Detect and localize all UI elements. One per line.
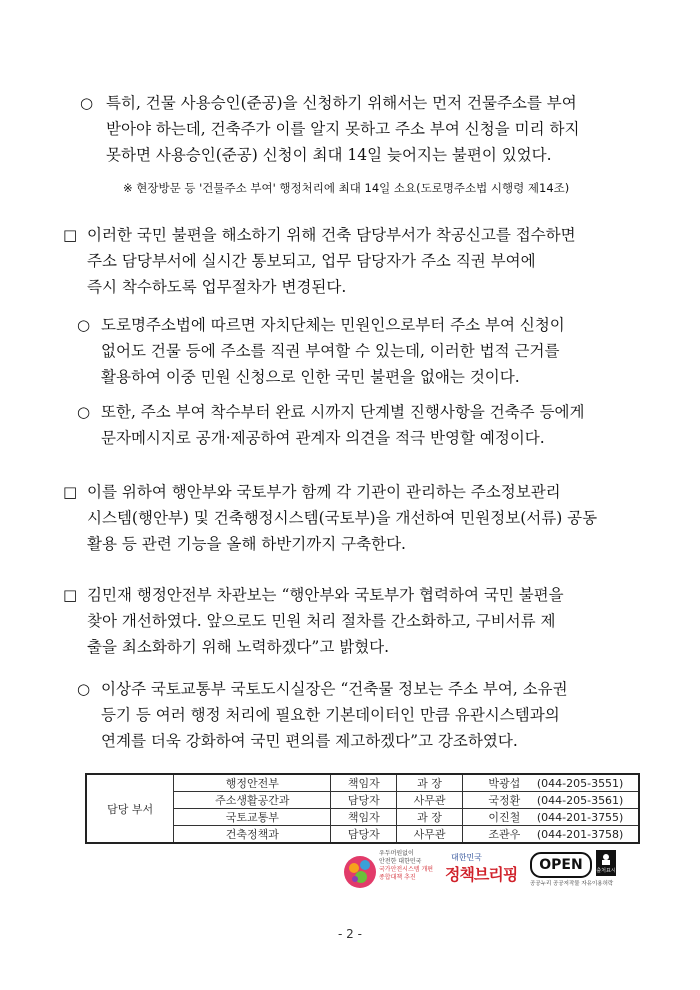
role-cell: 담당자 [331, 826, 397, 844]
text-line: 또한, 주소 부여 착수부터 완료 시까지 단계별 진행사항을 건축주 등에게 [101, 403, 585, 421]
text-line: 이를 위하여 행안부와 국토부가 함께 각 기관이 관리하는 주소정보관리 [87, 483, 561, 501]
name-cell: 박광섭 [462, 774, 522, 792]
text-line: 등기 등 여러 행정 처리에 필요한 기본데이터인 만큼 유관시스템과의 [101, 706, 560, 724]
text-line: 출을 최소화하기 위해 노력하겠다”고 밝혔다. [87, 638, 390, 656]
square-bullet: □ [63, 586, 78, 604]
badge-label: 출처표시 [596, 868, 616, 874]
text-line: 이러한 국민 불편을 해소하기 위해 건축 담당부서가 착공신고를 접수하면 [87, 226, 576, 244]
slogan-line: 종합대책 추진 [379, 874, 416, 881]
paragraph-4 [77, 402, 642, 448]
square-bullet: □ [63, 483, 78, 501]
attribution-badge-icon [596, 850, 616, 876]
safety-slogan-logo [343, 850, 433, 890]
slogan-line: 안전한 대한민국 [379, 858, 422, 865]
page-number: - 2 - [338, 927, 362, 941]
text-line: 주소 담당부서에 실시간 통보되고, 업무 담당자가 주소 직권 부여에 [87, 252, 536, 270]
dept-cell: 건축정책과 [174, 826, 331, 844]
text-line: 연계를 더욱 강화하여 국민 편의를 제고하겠다”고 강조하였다. [101, 732, 518, 750]
text-line: 활용하여 이중 민원 신청으로 인한 국민 불편을 없애는 것이다. [101, 368, 520, 386]
phone-cell: (044-205-3551) [522, 774, 639, 792]
name-cell: 이진철 [462, 809, 522, 826]
korea-label: 대한민국 [451, 853, 482, 862]
dept-cell: 행정안전부 [174, 774, 331, 792]
footnote: ※ 현장방문 등 '건물주소 부여' 행정처리에 최대 14일 소요(도로명주소법 시행령 제14조) [123, 181, 570, 195]
title-cell: 사무관 [397, 826, 463, 844]
policy-briefing-text: 정책브리핑 [445, 865, 518, 884]
text-line: 활용 등 관련 기능을 올해 하반기까지 구축한다. [87, 535, 406, 553]
title-cell: 과 장 [397, 809, 463, 826]
title-cell: 사무관 [397, 792, 463, 809]
square-bullet: □ [63, 226, 78, 244]
text-line: 김민재 행정안전부 차관보는 “행안부와 국토부가 협력하여 국민 불편을 [87, 586, 564, 604]
text-line: 못하면 사용승인(준공) 신청이 최대 14일 늦어지는 불편이 있었다. [106, 146, 552, 164]
text-line: 찾아 개선하였다. 앞으로도 민원 처리 절차를 간소화하고, 구비서류 제 [87, 612, 556, 630]
name-cell: 조관우 [462, 826, 522, 844]
circle-bullet: ○ [77, 316, 91, 334]
paragraph-3 [77, 315, 642, 387]
open-label: OPEN [530, 852, 592, 878]
dept-cell: 주소생활공간과 [174, 792, 331, 809]
text-line: 없어도 건물 등에 주소를 직권 부여할 수 있는데, 이러한 법적 근거를 [101, 342, 560, 360]
phone-cell: (044-205-3561) [522, 792, 639, 809]
circle-bullet: ○ [77, 680, 91, 698]
role-cell: 책임자 [331, 774, 397, 792]
contact-header: 담당 부서 [86, 774, 174, 843]
name-cell: 국정환 [462, 792, 522, 809]
open-subtitle: 공공누리 공공저작물 자유이용허락 [530, 881, 614, 887]
paragraph-7 [77, 679, 642, 751]
text-line: 이상주 국토교통부 국토도시실장은 “건축물 정보는 주소 부여, 소유권 [101, 680, 568, 698]
text-line: 받아야 하는데, 건축주가 이를 알지 못하고 주소 부여 신청을 미리 하지 [106, 120, 580, 138]
circle-bullet: ○ [80, 94, 94, 112]
text-line: 도로명주소법에 따르면 자치단체는 민원인으로부터 주소 부여 신청이 [101, 316, 565, 334]
title-cell: 과 장 [397, 774, 463, 792]
phone-cell: (044-201-3755) [522, 809, 639, 826]
phone-cell: (044-201-3758) [522, 826, 639, 844]
contact-table [85, 773, 640, 844]
paragraph-5 [63, 482, 643, 554]
paragraph-2 [63, 225, 643, 297]
text-line: 시스템(행안부) 및 건축행정시스템(국토부)을 개선하여 민원정보(서류) 공동 [87, 509, 598, 527]
text-line: 즉시 착수하도록 업무절차가 변경된다. [87, 278, 347, 296]
paragraph-1 [80, 93, 640, 165]
kogl-open-logo [530, 850, 642, 890]
policy-briefing-logo [445, 850, 527, 890]
slogan-line: 우두머원없이 [379, 850, 414, 857]
text-line: 특히, 건물 사용승인(준공)을 신청하기 위해서는 먼저 건물주소를 부여 [106, 94, 577, 112]
dept-cell: 국토교통부 [174, 809, 331, 826]
slogan-line: 국가안전시스템 개편 [379, 866, 434, 873]
table-row [86, 774, 639, 792]
role-cell: 책임자 [331, 809, 397, 826]
role-cell: 담당자 [331, 792, 397, 809]
text-line: 문자메시지로 공개·제공하여 관계자 의견을 적극 반영할 예정이다. [101, 429, 545, 447]
circle-bullet: ○ [77, 403, 91, 421]
paragraph-6 [63, 585, 643, 657]
family-emblem-icon [343, 850, 377, 890]
